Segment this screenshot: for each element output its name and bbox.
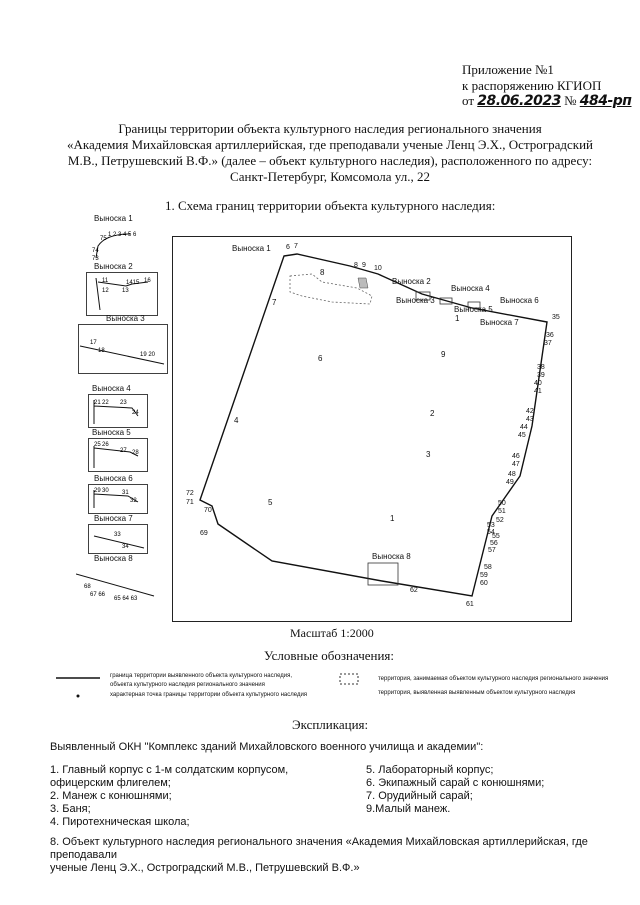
point-number: 37	[544, 340, 552, 347]
order-label: к распоряжению КГИОП	[462, 78, 602, 93]
point-number: 35	[552, 314, 560, 321]
callout-4-sketch	[88, 394, 148, 428]
svg-text:12: 12	[102, 288, 109, 294]
callout-title: Выноска 8	[94, 554, 133, 563]
point-number: 70	[204, 507, 212, 514]
title-line: «Академия Михайловская артиллерийская, где преподавали ученые Ленц Э.Х., Остроградский	[66, 137, 594, 152]
svg-text:25: 25	[94, 442, 101, 448]
hatched-area	[358, 278, 368, 288]
explication-left-list	[50, 764, 288, 829]
svg-text:18: 18	[98, 348, 105, 354]
point-number: 62	[410, 587, 418, 594]
svg-text:13: 13	[122, 288, 129, 294]
point-number: 44	[520, 424, 528, 431]
building-number: 1	[390, 514, 395, 523]
point-number: 71	[186, 499, 194, 506]
list-item: 7. Орудийный сарай;	[366, 790, 473, 802]
list-item: 3. Баня;	[50, 803, 91, 815]
title-line: М.В., Петрушевский В.Ф.» (далее – объект культурного наследия), расположенного по адресу:	[67, 153, 593, 168]
callout-6-sketch	[88, 484, 148, 514]
svg-text:1415: 1415	[126, 280, 140, 286]
legend-title: Условные обозначения:	[264, 648, 395, 663]
point-number: 56	[490, 540, 498, 547]
legend-occupied: территория, занимаемая объектом культурного наследия регионального значения	[378, 676, 609, 682]
svg-text:32: 32	[130, 498, 137, 504]
point-number: 55	[492, 533, 500, 540]
svg-text:75: 75	[100, 236, 107, 242]
scheme-title: 1. Схема границ территории объекта культурного наследия:	[165, 198, 496, 213]
point-number: 52	[496, 517, 504, 524]
point-number: 60	[480, 580, 488, 587]
map-callout-label: Выноска 3	[396, 296, 435, 305]
building-number: 4	[234, 416, 239, 425]
callout-title: Выноска 1	[94, 214, 133, 223]
svg-text:26: 26	[102, 442, 109, 448]
callout-title: Выноска 7	[94, 514, 133, 523]
callout-7-sketch	[88, 524, 148, 554]
svg-text:73: 73	[92, 256, 99, 262]
list-item: 2. Манеж с конюшнями;	[50, 790, 172, 802]
svg-text:30: 30	[102, 488, 109, 494]
point-number: 50	[498, 500, 506, 507]
date-prefix: от	[462, 93, 475, 108]
map-scale: Масштаб 1:2000	[290, 626, 374, 640]
svg-text:65 64 63: 65 64 63	[114, 596, 138, 602]
point-number: 51	[498, 508, 506, 515]
svg-text:67 66: 67 66	[90, 592, 106, 598]
point-number: 6	[286, 244, 290, 251]
point-number: 7	[294, 243, 298, 250]
point-number: 46	[512, 453, 520, 460]
list-item: 6. Экипажный сарай с конюшнями;	[366, 777, 545, 789]
map-callout-label: Выноска 2	[392, 277, 431, 286]
callout-title: Выноска 5	[92, 428, 131, 437]
svg-text:22: 22	[102, 400, 109, 406]
legend-boundary-2: объекта культурного наследия регионального значения	[110, 682, 265, 688]
point-number: 40	[534, 380, 542, 387]
svg-text:28: 28	[132, 450, 139, 456]
point-number: 48	[508, 471, 516, 478]
point-number: 42	[526, 408, 534, 415]
building-number: 1	[455, 314, 460, 323]
map-callout-label: Выноска 4	[451, 284, 490, 293]
point-number: 72	[186, 490, 194, 497]
point-number: 36	[546, 332, 554, 339]
point-number: 43	[526, 416, 534, 423]
map-callout-label: Выноска 8	[372, 552, 411, 561]
point-number: 53	[487, 522, 495, 529]
callout-title: Выноска 6	[94, 474, 133, 483]
map-callout-label: Выноска 1	[232, 244, 271, 253]
svg-text:17: 17	[90, 340, 97, 346]
point-number: 41	[534, 388, 542, 395]
callout-3-sketch	[78, 324, 168, 374]
legend-outside: территория, выявленная выявленным объектом культурного наследия	[378, 690, 576, 696]
building-number: 7	[272, 298, 277, 307]
point-number: 57	[488, 547, 496, 554]
svg-text:33: 33	[114, 532, 121, 538]
map-callout-label: Выноска 6	[500, 296, 539, 305]
callout-1-sketch	[86, 224, 146, 262]
svg-text:11: 11	[102, 278, 109, 284]
point-number: 9	[362, 262, 366, 269]
point-number: 38	[537, 364, 545, 371]
order-number: 484-рп	[579, 93, 632, 109]
building-number: 2	[430, 409, 435, 418]
building-number: 8	[320, 268, 325, 277]
map-callout-label: Выноска 5	[454, 305, 493, 314]
callout-title: Выноска 4	[92, 384, 131, 393]
callout-8-sketch	[76, 566, 156, 606]
explication-title: Экспликация:	[292, 717, 369, 732]
point-number: 69	[200, 530, 208, 537]
note-line: ученые Ленц Э.Х., Остроградский М.В., Петрушевский В.Ф.»	[50, 862, 360, 874]
callout-2-sketch	[86, 272, 158, 316]
point-number: 59	[480, 572, 488, 579]
point-number: 58	[484, 564, 492, 571]
point-number: 8	[354, 262, 358, 269]
building-number: 3	[426, 450, 431, 459]
building-number: 5	[268, 498, 273, 507]
building-number: 6	[318, 354, 323, 363]
document-title	[40, 121, 620, 185]
note-line: 8. Объект культурного наследия регионального значения «Академия Михайловская артиллерийская, где преподавали	[50, 836, 588, 861]
svg-text:34: 34	[122, 544, 129, 550]
svg-text:74: 74	[92, 248, 99, 254]
list-item: 4. Пиротехническая школа;	[50, 816, 190, 828]
svg-text:16: 16	[144, 278, 151, 284]
callout-title: Выноска 2	[94, 262, 133, 271]
svg-text:19 20: 19 20	[140, 352, 156, 358]
point-number: 49	[506, 479, 514, 486]
svg-text:1 2 3 4 5 6: 1 2 3 4 5 6	[108, 232, 137, 238]
building-number: 9	[441, 350, 446, 359]
object-8-note	[50, 836, 620, 875]
order-date-line	[462, 93, 631, 109]
callout-title: Выноска 3	[106, 314, 145, 323]
point-number: 47	[512, 461, 520, 468]
list-item: 9.Малый манеж.	[366, 803, 451, 815]
order-date: 28.06.2023	[477, 93, 561, 109]
appendix-label: Приложение №1	[462, 62, 554, 77]
point-number: 10	[374, 265, 382, 272]
explication-right-list	[366, 764, 544, 816]
point-number: 61	[466, 601, 474, 608]
svg-text:29: 29	[94, 488, 101, 494]
list-item: 5. Лабораторный корпус;	[366, 764, 494, 776]
svg-text:27: 27	[120, 448, 127, 454]
list-item: офицерским флигелем;	[50, 777, 171, 789]
svg-text:68: 68	[84, 584, 91, 590]
callout-5-sketch	[88, 438, 148, 472]
point-number: 54	[487, 529, 495, 536]
point-number: 45	[518, 432, 526, 439]
svg-text:21: 21	[94, 400, 101, 406]
svg-text:24: 24	[132, 410, 139, 416]
svg-text:31: 31	[122, 490, 129, 496]
number-prefix: №	[564, 93, 577, 108]
title-line: Границы территории объекта культурного наследия регионального значения	[118, 121, 542, 136]
title-line: Санкт-Петербург, Комсомола ул., 22	[230, 169, 430, 184]
list-item: 1. Главный корпус с 1-м солдатским корпусом,	[50, 764, 289, 776]
legend-point: характерная точка границы территории объекта культурного наследия	[110, 692, 308, 698]
point-number: 39	[537, 372, 545, 379]
legend-boundary: граница территории выявленного объекта культурного наследия,	[110, 673, 293, 679]
svg-text:23: 23	[120, 400, 127, 406]
map-callout-label: Выноска 7	[480, 318, 519, 327]
boundary-map	[172, 236, 572, 622]
okn-heading: Выявленный ОКН "Комплекс зданий Михайловского военного училища и академии":	[50, 741, 484, 753]
